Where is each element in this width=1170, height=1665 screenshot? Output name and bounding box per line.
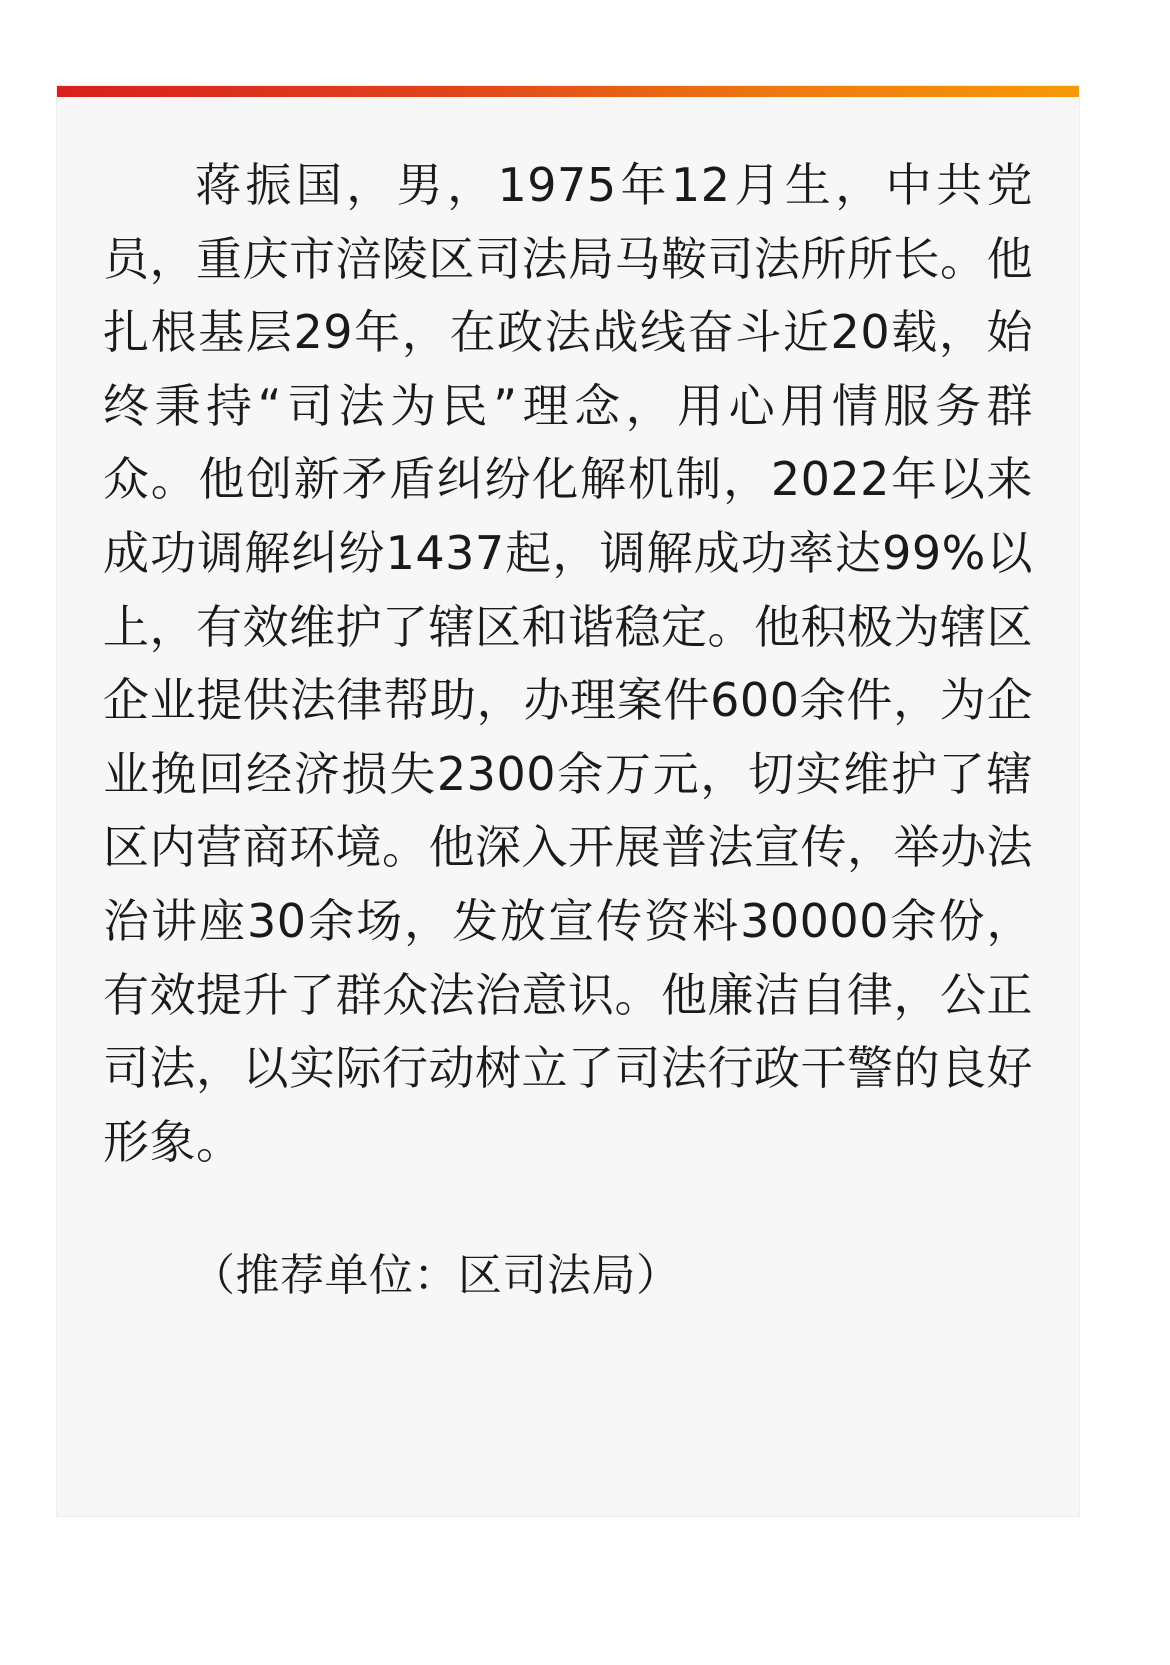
recommending-unit-line: （推荐单位：区司法局） [191, 1250, 681, 1302]
card-inner [65, 97, 1071, 1508]
biography-paragraph: 蒋振国，男，1975年12月生，中共党员，重庆市涪陵区司法局马鞍司法所所长。他扎根基层29年，在政法战线奋斗近20载，始终秉持“司法为民”理念，用心用情服务群众。他创新矛盾纠纷化解机制，2022年以来成功调解纠纷1437起，调解成功率达99%以上，有效维护了辖区和谐稳定。他积极为辖区企业提供法律帮助，办理案件600余件，为企业挽回经济损失2300余万元，切实维护了辖区内营商环境。他深入开展普法宣传，举办法治讲座30余场，发放宣传资料30000余份，有效提升了群众法治意识。他廉洁自律，公正司法，以实际行动树立了司法行政干警的良好形象。 [103, 158, 1033, 1169]
content-card [57, 86, 1079, 1516]
accent-gradient-bar [57, 86, 1079, 97]
